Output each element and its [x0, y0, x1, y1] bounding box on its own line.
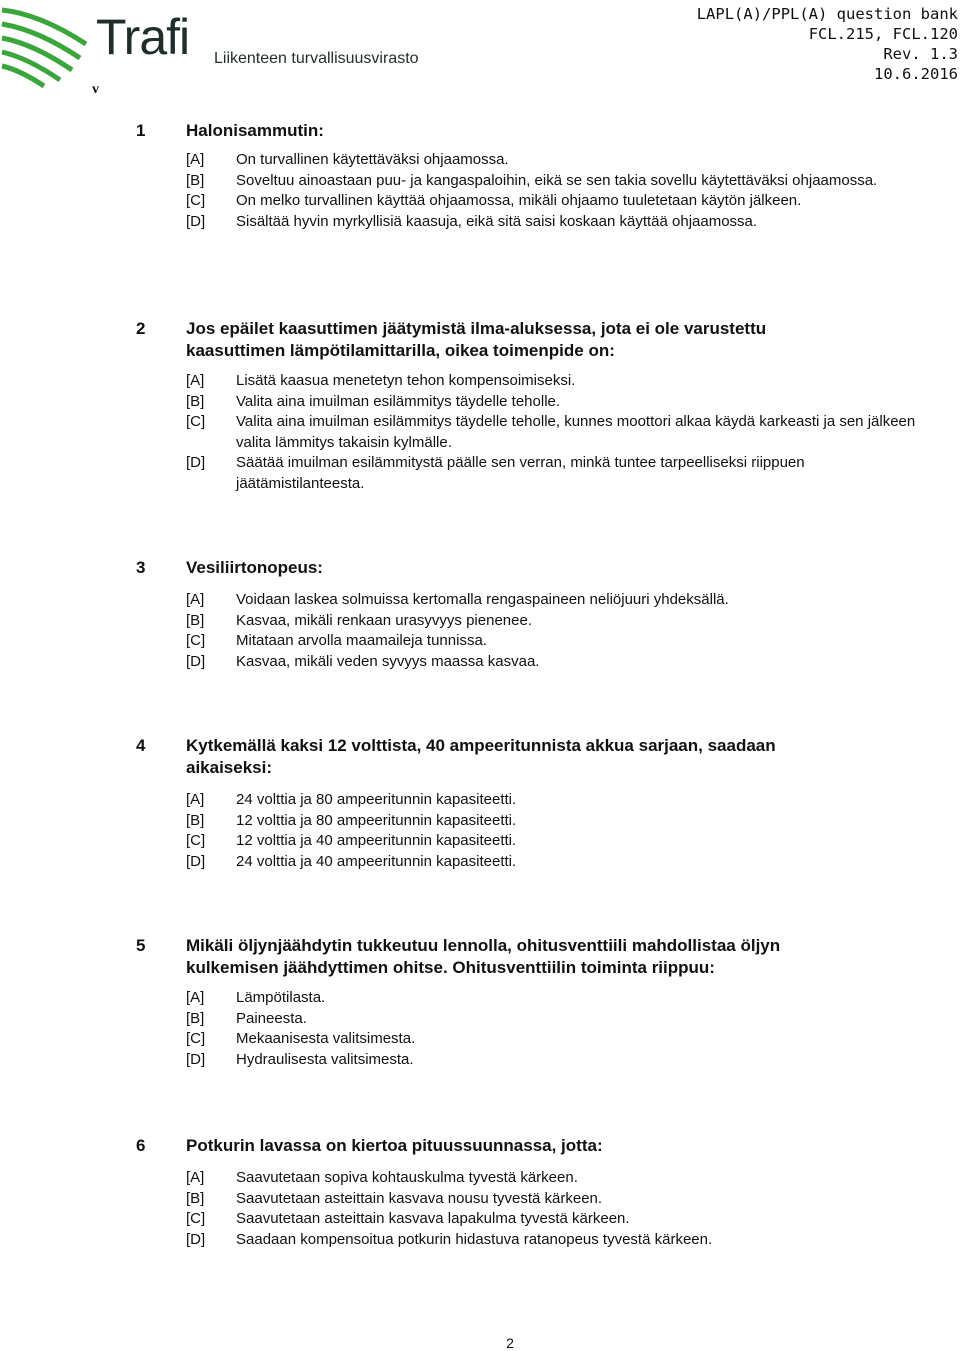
option-text: Säätää imuilman esilämmitystä päälle sen verran, minkä tuntee tarpeelliseksi riippuen jäätämistilanteesta.: [236, 454, 805, 492]
option-a: [0, 150, 960, 171]
question-text: Potkurin lavassa on kiertoa pituussuunnassa, jotta:: [186, 1136, 603, 1155]
option-text: 24 volttia ja 40 ampeeritunnin kapasiteetti.: [236, 852, 517, 870]
option-label: [C]: [186, 832, 206, 849]
option-label: [C]: [186, 192, 206, 209]
question-text: Mikäli öljynjäähdytin tukkeutuu lennolla, ohitusventtiili mahdollistaa öljyn kulkemisen jäähdyttimen ohitse. Ohitusventtiilin toiminta riippuu:: [186, 936, 781, 977]
option-label: [B]: [186, 611, 205, 629]
question-text: Jos epäilet kaasuttimen jäätymistä ilma-aluksessa, jota ei ole varustettu kaasuttimen lämpötilamittarilla, oikea toimenpide on:: [186, 319, 767, 360]
option-label: [C]: [186, 1210, 206, 1227]
doc-revision: Rev. 1.3: [883, 45, 958, 63]
option-label: [A]: [186, 372, 205, 389]
option-text: Soveltuu ainoastaan puu- ja kangaspaloihin, eikä se sen takia sovellu käytettäväksi ohjaamossa.: [236, 171, 878, 189]
option-label: [D]: [186, 212, 206, 230]
question-number: 4: [136, 736, 146, 755]
question-text: Kytkemällä kaksi 12 volttista, 40 ampeeritunnista akkua sarjaan, saadaan aikaiseksi:: [186, 736, 776, 777]
option-label: [D]: [186, 652, 206, 670]
option-text: 12 volttia ja 80 ampeeritunnin kapasiteetti.: [236, 811, 517, 829]
option-label: [A]: [186, 791, 205, 808]
option-text: On turvallinen käytettäväksi ohjaamossa.: [236, 151, 509, 168]
question-text: Vesiliirtonopeus:: [186, 558, 323, 577]
option-text: Lisätä kaasua menetetyn tehon kompensoimiseksi.: [236, 372, 576, 389]
option-b: [0, 1189, 960, 1210]
option-text: Lämpötilasta.: [236, 989, 326, 1006]
option-label: [D]: [186, 852, 206, 870]
option-list: [0, 150, 960, 232]
logo-wordmark: Trafi: [96, 9, 190, 65]
option-b: [0, 811, 960, 832]
option-text: 24 volttia ja 80 ampeeritunnin kapasiteetti.: [236, 791, 517, 808]
option-text: Paineesta.: [236, 1009, 307, 1027]
page-number: 2: [506, 1335, 514, 1351]
option-list: [0, 371, 960, 494]
option-text: Saavutetaan asteittain kasvava lapakulma tyvestä kärkeen.: [236, 1210, 630, 1227]
option-d: [0, 1230, 960, 1251]
option-text: 12 volttia ja 40 ampeeritunnin kapasiteetti.: [236, 832, 517, 849]
header-mark: v: [92, 82, 99, 97]
option-label: [B]: [186, 171, 205, 189]
option-d: [0, 852, 960, 873]
option-c: [0, 631, 960, 652]
option-text: Mitataan arvolla maamaileja tunnissa.: [236, 632, 487, 649]
option-label: [C]: [186, 632, 206, 649]
option-d: [0, 1050, 960, 1071]
option-label: [D]: [186, 1230, 206, 1248]
option-c: [0, 412, 960, 453]
option-label: [A]: [186, 1169, 205, 1186]
option-text: On melko turvallinen käyttää ohjaamossa, mikäli ohjaamo tuuletetaan käytön jälkeen.: [236, 192, 802, 209]
option-text: Valita aina imuilman esilämmitys täydelle teholle.: [236, 392, 561, 410]
option-text: Saadaan kompensoitua potkurin hidastuva ratanopeus tyvestä kärkeen.: [236, 1230, 713, 1248]
option-list: [0, 1168, 960, 1250]
option-text: Valita aina imuilman esilämmitys täydelle teholle, kunnes moottori alkaa käydä karkeasti ja sen jälkeen valita lämmitys takaisin kylmälle.: [236, 413, 916, 451]
question-number: 5: [136, 936, 146, 955]
option-b: [0, 392, 960, 413]
option-list: [0, 790, 960, 872]
option-c: [0, 831, 960, 852]
option-label: [A]: [186, 151, 205, 168]
option-label: [B]: [186, 1009, 205, 1027]
option-text: Saavutetaan asteittain kasvava nousu tyvestä kärkeen.: [236, 1189, 603, 1207]
document-header-info: [697, 4, 958, 84]
option-text: Kasvaa, mikäli renkaan urasyvyys pienenee.: [236, 611, 532, 629]
option-label: [A]: [186, 591, 205, 608]
option-a: [0, 371, 960, 392]
question-number: 6: [136, 1136, 146, 1155]
option-d: [0, 652, 960, 673]
option-label: [B]: [186, 1189, 205, 1207]
option-text: Hydraulisesta valitsimesta.: [236, 1050, 414, 1068]
trafi-leaf-icon: [0, 0, 96, 92]
option-text: Voidaan laskea solmuissa kertomalla rengaspaineen neliöjuuri yhdeksällä.: [236, 591, 729, 608]
option-text: Kasvaa, mikäli veden syvyys maassa kasvaa.: [236, 652, 540, 670]
question-number: 3: [136, 558, 146, 577]
option-a: [0, 590, 960, 611]
option-b: [0, 611, 960, 632]
option-d: [0, 212, 960, 233]
option-c: [0, 1209, 960, 1230]
option-label: [A]: [186, 989, 205, 1006]
option-label: [D]: [186, 1050, 206, 1068]
option-label: [B]: [186, 811, 205, 829]
option-list: [0, 988, 960, 1070]
question-number: 2: [136, 319, 146, 338]
doc-codes: FCL.215, FCL.120: [808, 25, 958, 43]
option-label: [C]: [186, 413, 206, 430]
option-b: [0, 1009, 960, 1030]
question-text: Halonisammutin:: [186, 121, 324, 140]
option-d: [0, 453, 960, 494]
logo-subtitle: Liikenteen turvallisuusvirasto: [214, 50, 419, 67]
option-a: [0, 790, 960, 811]
option-b: [0, 171, 960, 192]
option-c: [0, 1029, 960, 1050]
option-text: Mekaanisesta valitsimesta.: [236, 1030, 416, 1047]
option-label: [C]: [186, 1030, 206, 1047]
doc-title: LAPL(A)/PPL(A) question bank: [696, 5, 958, 23]
option-a: [0, 988, 960, 1009]
option-text: Sisältää hyvin myrkyllisiä kaasuja, eikä sitä saisi koskaan käyttää ohjaamossa.: [236, 212, 758, 230]
option-label: [B]: [186, 392, 205, 410]
option-a: [0, 1168, 960, 1189]
option-text: Saavutetaan sopiva kohtauskulma tyvestä kärkeen.: [236, 1169, 578, 1186]
question-number: 1: [136, 121, 146, 140]
trafi-logo: [0, 0, 420, 100]
option-label: [D]: [186, 454, 206, 471]
option-c: [0, 191, 960, 212]
option-list: [0, 590, 960, 672]
doc-date: 10.6.2016: [874, 65, 958, 83]
